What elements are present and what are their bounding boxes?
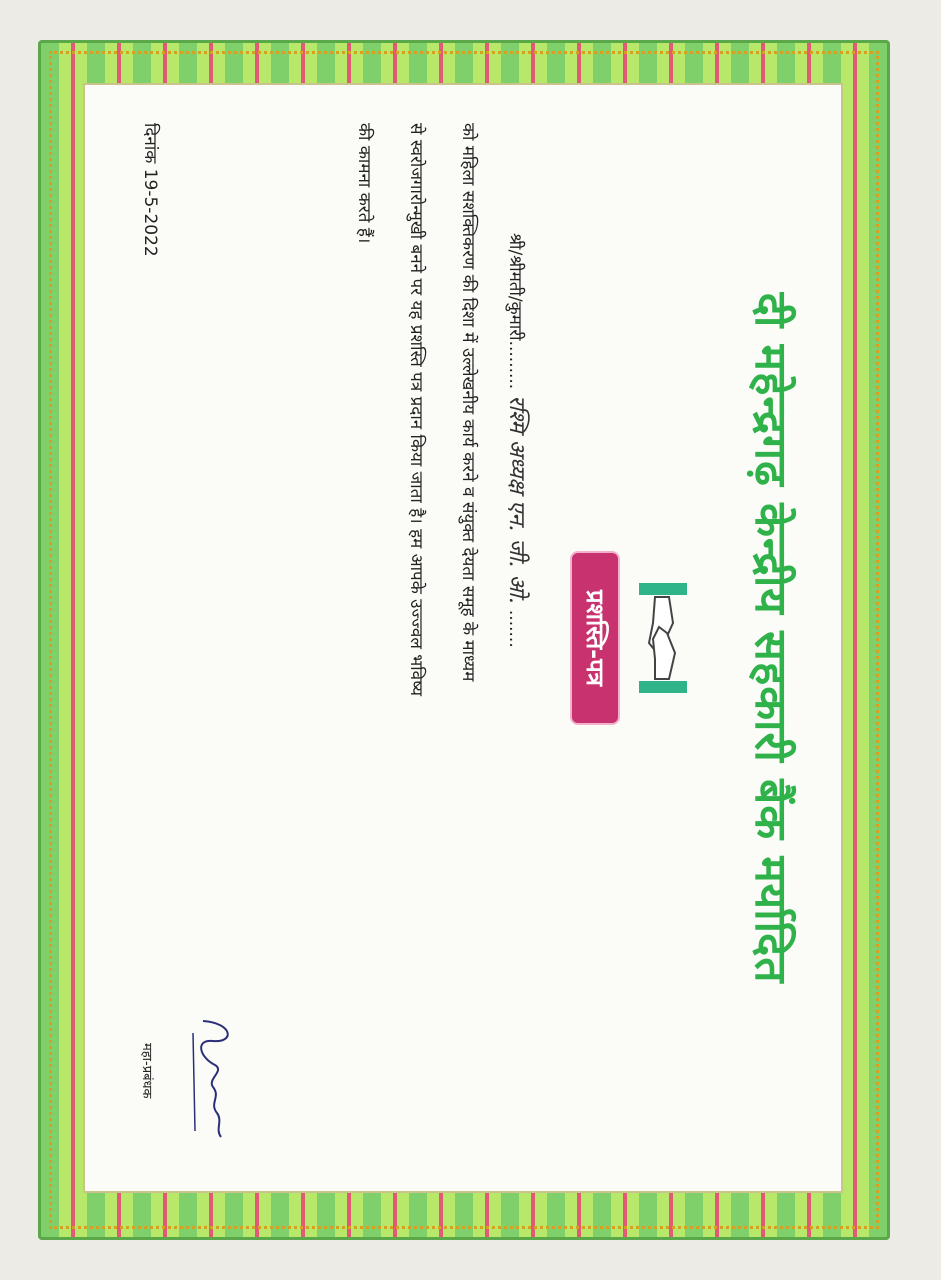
body-line-3: से स्वरोजगारोन्मुखी बनने पर यह प्रशस्ति पत्र प्रदान किया जाता है। हम आपके उज्ज्वल भविष्य xyxy=(406,123,426,697)
body-line-2: को महिला सशक्तिकरण की दिशा में उल्लेखनीय कार्य करने व संयुक्त देयता समूह के माध्यम xyxy=(458,123,478,682)
certificate-date: दिनांक 19-5-2022 xyxy=(140,123,160,257)
signature-title: महा-प्रबंधक xyxy=(139,1043,154,1099)
signature-mark xyxy=(183,1013,243,1143)
bank-title: दी महेन्द्रगढ़ केन्द्रीय सहकारी बैंक मर्यादित xyxy=(745,292,796,984)
certificate-content xyxy=(83,83,843,1193)
recipient-line xyxy=(503,233,533,648)
recipient-name: रश्मि अध्यक्ष एन. जी. ओ. xyxy=(504,395,529,604)
handshake-icon xyxy=(633,583,693,693)
body-line-4: की कामना करते हैं। xyxy=(354,123,374,244)
recipient-suffix: ....... xyxy=(505,609,525,648)
certificate-badge: प्रशस्ति-पत्र xyxy=(572,553,618,723)
recipient-prefix: श्री/श्रीमती/कुमारी......... xyxy=(505,233,525,390)
